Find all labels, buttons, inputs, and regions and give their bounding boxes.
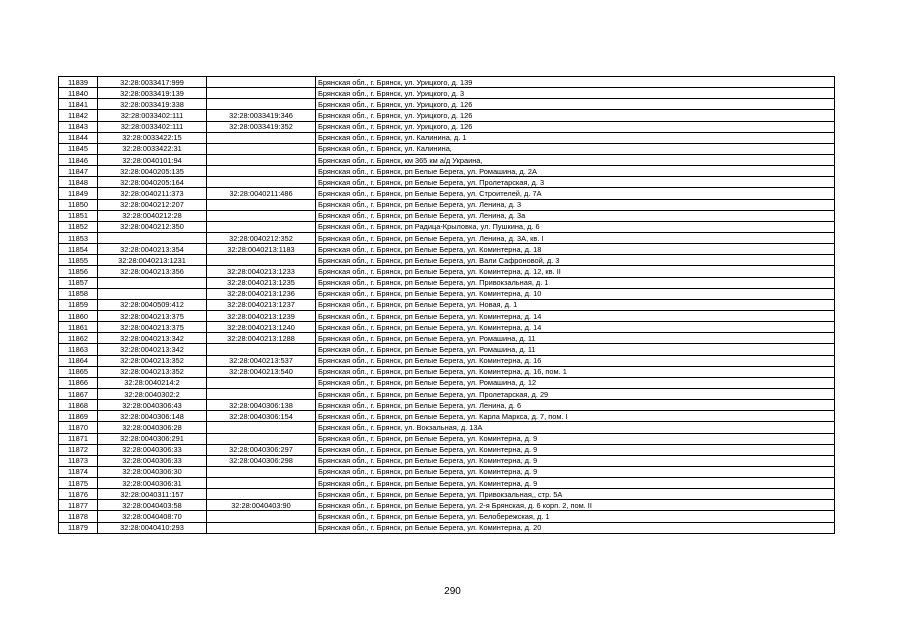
table-row (59, 266, 835, 277)
cadastral-number-cell: 32:28:0040306:33 (98, 455, 207, 466)
table-row (59, 143, 835, 154)
object-cadastral-number-cell: 32:28:0033419:346 (207, 110, 316, 121)
cadastral-number-cell: 32:28:0040213:375 (98, 322, 207, 333)
address-cell: Брянская обл., г. Брянск, рп Белые Берега, ул. Вали Сафроновой, д. 3 (316, 255, 835, 266)
table-row (59, 244, 835, 255)
table-row (59, 110, 835, 121)
object-cadastral-number-cell: 32:28:0040213:1239 (207, 310, 316, 321)
object-cadastral-number-cell: 32:28:0033419:352 (207, 121, 316, 132)
row-number-cell: 11844 (59, 132, 98, 143)
row-number-cell: 11862 (59, 333, 98, 344)
cadastral-number-cell: 32:28:0040306:33 (98, 444, 207, 455)
row-number-cell: 11839 (59, 77, 98, 88)
row-number-cell: 11851 (59, 210, 98, 221)
address-cell: Брянская обл., г. Брянск, рп Белые Берега, ул. Ромашина, д. 11 (316, 333, 835, 344)
table-row (59, 132, 835, 143)
row-number-cell: 11845 (59, 143, 98, 154)
object-cadastral-number-cell: 32:28:0040306:297 (207, 444, 316, 455)
table-row (59, 77, 835, 88)
address-cell: Брянская обл., г. Брянск, рп Белые Берега, ул. Привокзальная, д. 1 (316, 277, 835, 288)
row-number-cell: 11841 (59, 99, 98, 110)
address-cell: Брянская обл., г. Брянск, рп Белые Берега, ул. Пролетарская, д. 3 (316, 177, 835, 188)
object-cadastral-number-cell (207, 255, 316, 266)
row-number-cell: 11879 (59, 522, 98, 533)
table-row (59, 277, 835, 288)
table-row (59, 511, 835, 522)
cadastral-number-cell: 32:28:0040214:2 (98, 377, 207, 388)
row-number-cell: 11849 (59, 188, 98, 199)
cadastral-number-cell: 32:28:0040205:164 (98, 177, 207, 188)
cadastral-number-cell: 32:28:0040212:28 (98, 210, 207, 221)
address-cell: Брянская обл., г. Брянск, рп Белые Берега, ул. Ромашина, д. 11 (316, 344, 835, 355)
table-row (59, 199, 835, 210)
address-cell: Брянская обл., г. Брянск, ул. Вокзальная, д. 13А (316, 422, 835, 433)
cadastral-number-cell: 32:28:0033402:111 (98, 110, 207, 121)
row-number-cell: 11858 (59, 288, 98, 299)
cadastral-number-cell: 32:28:0033422:15 (98, 132, 207, 143)
cadastral-number-cell: 32:28:0040403:58 (98, 500, 207, 511)
address-cell: Брянская обл., г. Брянск, рп Белые Берега, ул. Коминтерна, д. 9 (316, 455, 835, 466)
address-cell: Брянская обл., г. Брянск, ул. Урицкого, д. 126 (316, 121, 835, 132)
table-row (59, 422, 835, 433)
table-row (59, 377, 835, 388)
table-row (59, 322, 835, 333)
table-row (59, 411, 835, 422)
address-cell: Брянская обл., г. Брянск, рп Белые Берега, ул. Коминтерна, д. 20 (316, 522, 835, 533)
row-number-cell: 11860 (59, 310, 98, 321)
address-cell: Брянская обл., г. Брянск, ул. Урицкого, д. 126 (316, 99, 835, 110)
row-number-cell: 11855 (59, 255, 98, 266)
table-row (59, 232, 835, 243)
address-cell: Брянская обл., г. Брянск, рп Белые Берега, ул. Ленина, д. 3 (316, 199, 835, 210)
cadastral-number-cell (98, 288, 207, 299)
object-cadastral-number-cell (207, 466, 316, 477)
cadastral-number-cell: 32:28:0033419:338 (98, 99, 207, 110)
cadastral-number-cell: 32:28:0040306:291 (98, 433, 207, 444)
row-number-cell: 11846 (59, 154, 98, 165)
address-cell: Брянская обл., г. Брянск, рп Белые Берега, ул. Коминтерна, д. 16 (316, 355, 835, 366)
object-cadastral-number-cell: 32:28:0040212:352 (207, 232, 316, 243)
cadastral-number-cell: 32:28:0040213:375 (98, 310, 207, 321)
row-number-cell: 11842 (59, 110, 98, 121)
table-row (59, 489, 835, 500)
table-row (59, 221, 835, 232)
row-number-cell: 11869 (59, 411, 98, 422)
table-row (59, 444, 835, 455)
object-cadastral-number-cell (207, 132, 316, 143)
table-row (59, 388, 835, 399)
row-number-cell: 11866 (59, 377, 98, 388)
address-cell: Брянская обл., г. Брянск, рп Белые Берега, ул. Коминтерна, д. 12, кв. II (316, 266, 835, 277)
table-row (59, 433, 835, 444)
object-cadastral-number-cell: 32:28:0040213:537 (207, 355, 316, 366)
address-cell: Брянская обл., г. Брянск, ул. Калинина, (316, 143, 835, 154)
table-row (59, 400, 835, 411)
table-row (59, 466, 835, 477)
address-cell: Брянская обл., г. Брянск, км 365 км а/д Украина, (316, 154, 835, 165)
object-cadastral-number-cell (207, 166, 316, 177)
address-cell: Брянская обл., г. Брянск, рп Белые Берега, ул. Коминтерна, д. 14 (316, 310, 835, 321)
address-cell: Брянская обл., г. Брянск, рп Белые Берега, ул. Ленина, д. 3а (316, 210, 835, 221)
object-cadastral-number-cell: 32:28:0040403:90 (207, 500, 316, 511)
row-number-cell: 11864 (59, 355, 98, 366)
object-cadastral-number-cell (207, 143, 316, 154)
object-cadastral-number-cell: 32:28:0040213:1240 (207, 322, 316, 333)
object-cadastral-number-cell: 32:28:0040213:1183 (207, 244, 316, 255)
cadastral-number-cell: 32:28:0040212:207 (98, 199, 207, 210)
address-cell: Брянская обл., г. Брянск, рп Белые Берега, ул. Строителей, д. 7А (316, 188, 835, 199)
object-cadastral-number-cell (207, 154, 316, 165)
table-row (59, 99, 835, 110)
cadastral-number-cell: 32:28:0040302:2 (98, 388, 207, 399)
object-cadastral-number-cell (207, 221, 316, 232)
object-cadastral-number-cell (207, 344, 316, 355)
row-number-cell: 11871 (59, 433, 98, 444)
address-cell: Брянская обл., г. Брянск, рп Белые Берега, ул. Белобережская, д. 1 (316, 511, 835, 522)
registry-table (58, 76, 835, 534)
cadastral-number-cell: 32:28:0040101:94 (98, 154, 207, 165)
cadastral-number-cell: 32:28:0040213:356 (98, 266, 207, 277)
table-row (59, 255, 835, 266)
object-cadastral-number-cell (207, 377, 316, 388)
row-number-cell: 11856 (59, 266, 98, 277)
row-number-cell: 11874 (59, 466, 98, 477)
row-number-cell: 11870 (59, 422, 98, 433)
object-cadastral-number-cell: 32:28:0040306:298 (207, 455, 316, 466)
table-row (59, 210, 835, 221)
object-cadastral-number-cell: 32:28:0040306:138 (207, 400, 316, 411)
row-number-cell: 11868 (59, 400, 98, 411)
registry-table-body (59, 77, 835, 534)
object-cadastral-number-cell (207, 199, 316, 210)
cadastral-number-cell: 32:28:0040213:342 (98, 333, 207, 344)
address-cell: Брянская обл., г. Брянск, рп Белые Берега, ул. Ленина, д. 3А, кв. I (316, 232, 835, 243)
cadastral-number-cell: 32:28:0033419:139 (98, 88, 207, 99)
row-number-cell: 11877 (59, 500, 98, 511)
table-row (59, 88, 835, 99)
cadastral-number-cell: 32:28:0040213:354 (98, 244, 207, 255)
object-cadastral-number-cell (207, 422, 316, 433)
cadastral-number-cell: 32:28:0040213:1231 (98, 255, 207, 266)
table-row (59, 500, 835, 511)
table-row (59, 333, 835, 344)
address-cell: Брянская обл., г. Брянск, рп Белые Берега, ул. Ромашина, д. 12 (316, 377, 835, 388)
row-number-cell: 11850 (59, 199, 98, 210)
address-cell: Брянская обл., г. Брянск, рп Белые Берега, ул. Коминтерна, д. 9 (316, 478, 835, 489)
cadastral-number-cell: 32:28:0040408:70 (98, 511, 207, 522)
cadastral-number-cell: 32:28:0040212:350 (98, 221, 207, 232)
table-row (59, 344, 835, 355)
table-row (59, 177, 835, 188)
cadastral-number-cell: 32:28:0040306:30 (98, 466, 207, 477)
cadastral-number-cell: 32:28:0040509:412 (98, 299, 207, 310)
row-number-cell: 11865 (59, 366, 98, 377)
row-number-cell: 11843 (59, 121, 98, 132)
row-number-cell: 11857 (59, 277, 98, 288)
address-cell: Брянская обл., г. Брянск, рп Белые Берега, ул. Пролетарская, д. 29 (316, 388, 835, 399)
object-cadastral-number-cell (207, 99, 316, 110)
row-number-cell: 11867 (59, 388, 98, 399)
address-cell: Брянская обл., г. Брянск, ул. Калинина, д. 1 (316, 132, 835, 143)
table-row (59, 522, 835, 533)
cadastral-number-cell: 32:28:0040205:135 (98, 166, 207, 177)
object-cadastral-number-cell: 32:28:0040213:1235 (207, 277, 316, 288)
address-cell: Брянская обл., г. Брянск, ул. Урицкого, д. 3 (316, 88, 835, 99)
address-cell: Брянская обл., г. Брянск, рп Белые Берега, ул. Коминтерна, д. 16, пом. 1 (316, 366, 835, 377)
cadastral-number-cell: 32:28:0033417:999 (98, 77, 207, 88)
address-cell: Брянская обл., г. Брянск, рп Белые Берега, ул. Коминтерна, д. 14 (316, 322, 835, 333)
cadastral-number-cell: 32:28:0040410:293 (98, 522, 207, 533)
object-cadastral-number-cell (207, 489, 316, 500)
object-cadastral-number-cell (207, 511, 316, 522)
cadastral-number-cell: 32:28:0040306:28 (98, 422, 207, 433)
page-number: 290 (444, 586, 461, 597)
row-number-cell: 11872 (59, 444, 98, 455)
cadastral-number-cell (98, 277, 207, 288)
address-cell: Брянская обл., г. Брянск, рп Белые Берега, ул. Коминтерна, д. 9 (316, 444, 835, 455)
row-number-cell: 11848 (59, 177, 98, 188)
object-cadastral-number-cell (207, 177, 316, 188)
row-number-cell: 11852 (59, 221, 98, 232)
object-cadastral-number-cell (207, 77, 316, 88)
address-cell: Брянская обл., г. Брянск, рп Белые Берега, ул. Коминтерна, д. 10 (316, 288, 835, 299)
table-row (59, 121, 835, 132)
address-cell: Брянская обл., г. Брянск, рп Белые Берега, ул. 2-я Брянская, д. 6 корп. 2, пом. II (316, 500, 835, 511)
table-row (59, 299, 835, 310)
object-cadastral-number-cell (207, 478, 316, 489)
table-row (59, 455, 835, 466)
object-cadastral-number-cell: 32:28:0040213:1237 (207, 299, 316, 310)
address-cell: Брянская обл., г. Брянск, ул. Урицкого, д. 126 (316, 110, 835, 121)
address-cell: Брянская обл., г. Брянск, рп Белые Берега, ул. Карла Маркса, д. 7, пом. I (316, 411, 835, 422)
cadastral-number-cell (98, 232, 207, 243)
row-number-cell: 11859 (59, 299, 98, 310)
row-number-cell: 11854 (59, 244, 98, 255)
row-number-cell: 11861 (59, 322, 98, 333)
object-cadastral-number-cell (207, 433, 316, 444)
object-cadastral-number-cell (207, 522, 316, 533)
object-cadastral-number-cell: 32:28:0040211:486 (207, 188, 316, 199)
row-number-cell: 11873 (59, 455, 98, 466)
address-cell: Брянская обл., г. Брянск, рп Белые Берега, ул. Привокзальная,, стр. 5А (316, 489, 835, 500)
cadastral-number-cell: 32:28:0040311:157 (98, 489, 207, 500)
object-cadastral-number-cell: 32:28:0040306:154 (207, 411, 316, 422)
address-cell: Брянская обл., г. Брянск, рп Белые Берега, ул. Коминтерна, д. 9 (316, 466, 835, 477)
cadastral-number-cell: 32:28:0040213:342 (98, 344, 207, 355)
table-row (59, 478, 835, 489)
table-row (59, 288, 835, 299)
address-cell: Брянская обл., г. Брянск, рп Радица-Крыловка, ул. Пушкина, д. 6 (316, 221, 835, 232)
object-cadastral-number-cell: 32:28:0040213:1288 (207, 333, 316, 344)
cadastral-number-cell: 32:28:0040213:352 (98, 366, 207, 377)
row-number-cell: 11878 (59, 511, 98, 522)
cadastral-number-cell: 32:28:0040213:352 (98, 355, 207, 366)
table-row (59, 355, 835, 366)
address-cell: Брянская обл., г. Брянск, рп Белые Берега, ул. Ленина, д. 6 (316, 400, 835, 411)
object-cadastral-number-cell (207, 388, 316, 399)
cadastral-number-cell: 32:28:0040306:31 (98, 478, 207, 489)
row-number-cell: 11853 (59, 232, 98, 243)
cadastral-number-cell: 32:28:0040306:43 (98, 400, 207, 411)
address-cell: Брянская обл., г. Брянск, рп Белые Берега, ул. Новая, д. 1 (316, 299, 835, 310)
row-number-cell: 11876 (59, 489, 98, 500)
object-cadastral-number-cell (207, 210, 316, 221)
cadastral-number-cell: 32:28:0033402:111 (98, 121, 207, 132)
object-cadastral-number-cell (207, 88, 316, 99)
cadastral-number-cell: 32:28:0033422:31 (98, 143, 207, 154)
address-cell: Брянская обл., г. Брянск, рп Белые Берега, ул. Коминтерна, д. 9 (316, 433, 835, 444)
cadastral-number-cell: 32:28:0040306:148 (98, 411, 207, 422)
table-row (59, 310, 835, 321)
object-cadastral-number-cell: 32:28:0040213:1233 (207, 266, 316, 277)
address-cell: Брянская обл., г. Брянск, ул. Урицкого, д. 139 (316, 77, 835, 88)
row-number-cell: 11840 (59, 88, 98, 99)
object-cadastral-number-cell: 32:28:0040213:540 (207, 366, 316, 377)
address-cell: Брянская обл., г. Брянск, рп Белые Берега, ул. Коминтерна, д. 18 (316, 244, 835, 255)
object-cadastral-number-cell: 32:28:0040213:1236 (207, 288, 316, 299)
table-row (59, 166, 835, 177)
table-row (59, 366, 835, 377)
cadastral-number-cell: 32:28:0040211:373 (98, 188, 207, 199)
row-number-cell: 11863 (59, 344, 98, 355)
address-cell: Брянская обл., г. Брянск, рп Белые Берега, ул. Ромашина, д. 2А (316, 166, 835, 177)
row-number-cell: 11875 (59, 478, 98, 489)
table-row (59, 154, 835, 165)
row-number-cell: 11847 (59, 166, 98, 177)
table-row (59, 188, 835, 199)
